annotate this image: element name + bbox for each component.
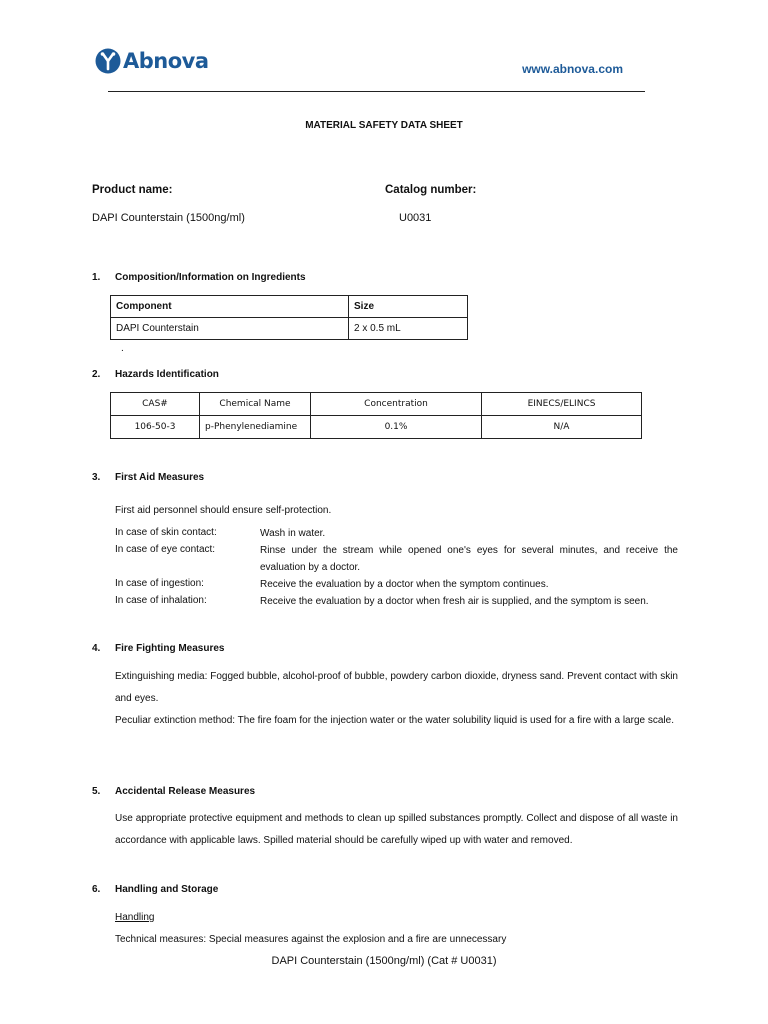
website-link[interactable]: www.abnova.com [522, 62, 623, 76]
first-aid-intro: First aid personnel should ensure self-protection. [115, 505, 332, 516]
section-title-fire-fighting: Fire Fighting Measures [115, 643, 225, 654]
section-number: 4. [92, 643, 101, 654]
accidental-release-paragraph: Use appropriate protective equipment and methods to clean up spilled substances promptly. Collect and dispose of all waste in accordance with applicable laws. Spilled material should be carefully wiped up with water and removed. [115, 813, 678, 846]
abnova-logo [95, 45, 209, 77]
catalog-number-value: U0031 [399, 212, 432, 224]
table-row [111, 318, 468, 340]
product-name-label: Product name: [92, 184, 173, 196]
section-number: 5. [92, 786, 101, 797]
table-header-row [111, 296, 468, 318]
table-cell: N/A [482, 416, 642, 439]
table-header-cell: Chemical Name [200, 393, 311, 416]
first-aid-label: In case of inhalation: [115, 595, 207, 606]
first-aid-label: In case of skin contact: [115, 527, 217, 538]
page-footer: DAPI Counterstain (1500ng/ml) (Cat # U0031) [271, 955, 497, 967]
extinguishing-media-paragraph: Extinguishing media: Fogged bubble, alcohol-proof of bubble, powdery carbon dioxide, dryness sand. Prevent contact with skin and eyes. [115, 671, 678, 704]
section-title-composition: Composition/Information on Ingredients [115, 272, 306, 283]
section-number: 2. [92, 369, 101, 380]
first-aid-text: Wash in water. [260, 528, 326, 539]
header-divider [108, 91, 645, 92]
table-header-cell: Component [111, 296, 349, 318]
table-header-cell: Concentration [311, 393, 482, 416]
table-header-cell: Size [349, 296, 468, 318]
first-aid-text: Rinse under the stream while opened one's eyes for several minutes, and receive the evaluation by a doctor. [260, 545, 678, 573]
extinction-method-paragraph: Peculiar extinction method: The fire foam for the injection water or the water solubility liquid is used for a fire with a large scale. [115, 715, 674, 726]
first-aid-text: Receive the evaluation by a doctor when the symptom continues. [260, 579, 549, 590]
section-title-hazards: Hazards Identification [115, 369, 219, 380]
handling-subheading: Handling [115, 912, 155, 923]
section-number: 3. [92, 472, 101, 483]
document-title: MATERIAL SAFETY DATA SHEET [305, 120, 463, 131]
composition-table [110, 295, 468, 340]
stray-dot: . [121, 343, 124, 354]
table-header-cell: EINECS/ELINCS [482, 393, 642, 416]
first-aid-label: In case of eye contact: [115, 544, 216, 555]
hazards-table [110, 392, 642, 439]
brand-name: Abnova [123, 49, 209, 73]
technical-measures-text: Technical measures: Special measures against the explosion and a fire are unnecessary [115, 934, 507, 945]
section-title-first-aid: First Aid Measures [115, 472, 205, 483]
first-aid-label: In case of ingestion: [115, 578, 204, 589]
table-cell: 106-50-3 [111, 416, 200, 439]
table-cell: 0.1% [311, 416, 482, 439]
section-number: 1. [92, 272, 101, 283]
abnova-logo-icon [95, 48, 121, 74]
section-number: 6. [92, 884, 101, 895]
product-name-value: DAPI Counterstain (1500ng/ml) [92, 212, 245, 224]
table-cell: 2 x 0.5 mL [349, 318, 468, 340]
catalog-number-label: Catalog number: [385, 184, 477, 196]
table-header-row [111, 393, 642, 416]
table-cell: p-Phenylenediamine [200, 416, 311, 439]
section-title-accidental-release: Accidental Release Measures [115, 786, 256, 797]
table-row [111, 416, 642, 439]
first-aid-text: Receive the evaluation by a doctor when fresh air is supplied, and the symptom is seen. [260, 596, 649, 607]
section-title-handling-storage: Handling and Storage [115, 884, 219, 895]
table-header-cell: CAS# [111, 393, 200, 416]
table-cell: DAPI Counterstain [111, 318, 349, 340]
